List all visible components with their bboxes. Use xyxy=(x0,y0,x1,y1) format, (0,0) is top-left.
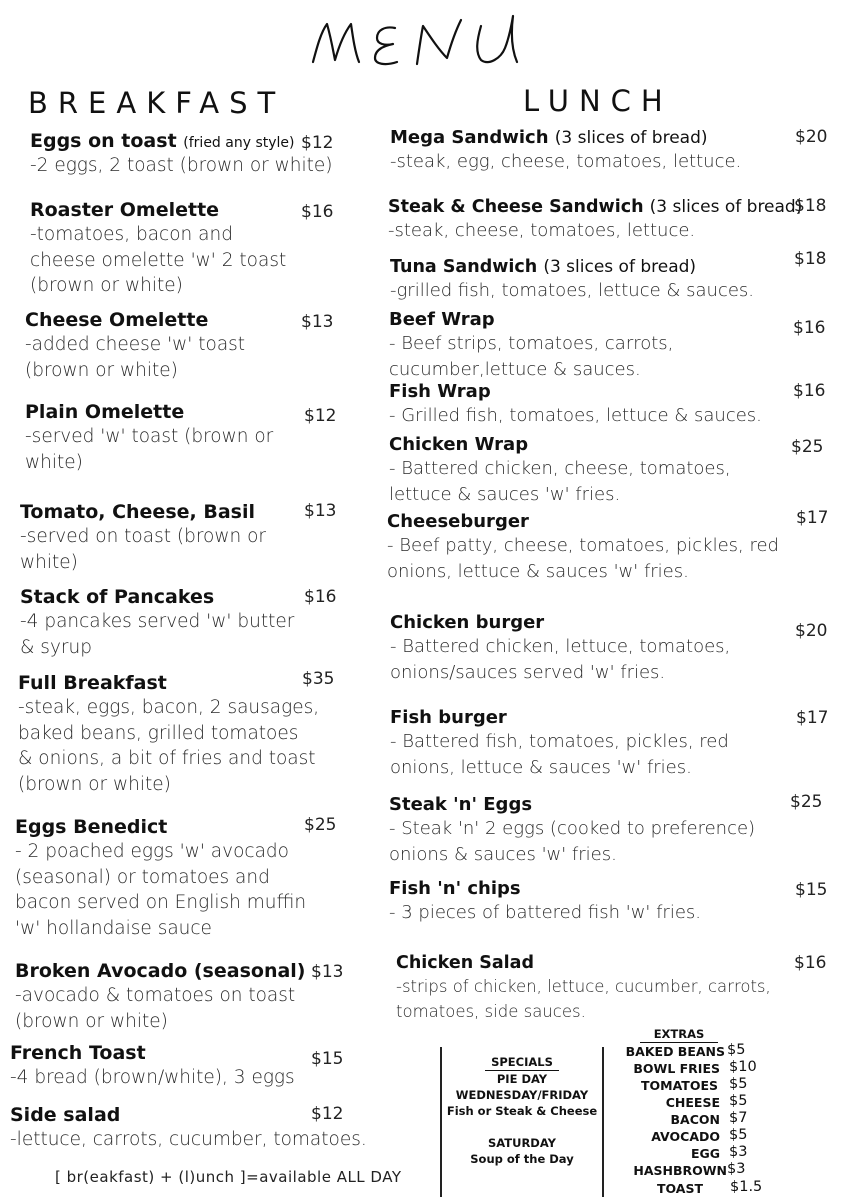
breakfast-item xyxy=(15,960,305,1034)
extras-price: $5 xyxy=(729,1076,748,1092)
extras-price: $3 xyxy=(727,1161,746,1177)
item-desc: -steak, egg, cheese, tomatoes, lettuce. xyxy=(390,151,742,172)
extras-price: $10 xyxy=(729,1059,757,1075)
item-price: $12 xyxy=(311,1104,344,1124)
lunch-heading: LUNCH xyxy=(523,84,673,118)
item-name: French Toast xyxy=(10,1042,146,1064)
breakfast-item xyxy=(25,401,273,475)
extras-price: $5 xyxy=(727,1042,746,1058)
extras-price: $3 xyxy=(729,1144,748,1160)
item-desc: -2 eggs, 2 toast (brown or white) xyxy=(30,155,333,176)
item-desc: - 3 pieces of battered fish 'w' fries. xyxy=(389,902,702,923)
item-price: $25 xyxy=(790,792,823,812)
lunch-item xyxy=(387,511,779,584)
extras-price: $7 xyxy=(729,1110,748,1126)
item-desc: -served on toast (brown or white) xyxy=(20,526,267,573)
item-name: Chicken burger xyxy=(390,612,545,633)
extras-item: BACON xyxy=(670,1112,720,1127)
item-note: (fried any style) xyxy=(183,135,295,151)
extras-price: $5 xyxy=(729,1093,748,1109)
item-price: $18 xyxy=(794,249,827,269)
item-desc: -grilled fish, tomatoes, lettuce & sauces. xyxy=(390,280,755,301)
item-desc: - Grilled fish, tomatoes, lettuce & sauces. xyxy=(389,405,762,426)
specials-line: Soup of the Day xyxy=(470,1152,574,1166)
item-price: $25 xyxy=(304,815,337,835)
item-desc: - Beef patty, cheese, tomatoes, pickles, red onions, lettuce & sauces 'w' fries. xyxy=(387,535,779,582)
extras-item: HASHBROWN xyxy=(633,1163,727,1178)
lunch-item xyxy=(390,612,730,685)
item-note: (3 slices of bread) xyxy=(554,128,708,148)
breakfast-item xyxy=(15,816,306,941)
item-desc: - Battered chicken, cheese, tomatoes, lettuce & sauces 'w' fries. xyxy=(389,458,731,505)
breakfast-item xyxy=(20,586,294,660)
item-desc: -avocado & tomatoes on toast (brown or white) xyxy=(15,985,296,1032)
item-name: Tomato, Cheese, Basil xyxy=(20,501,255,523)
item-note: (3 slices of bread) xyxy=(649,197,803,217)
item-name: Cheese Omelette xyxy=(25,309,209,331)
divider-line xyxy=(440,1047,442,1197)
extras-item: EGG xyxy=(690,1146,720,1161)
extras-item: BOWL FRIES xyxy=(633,1061,720,1076)
breakfast-item xyxy=(10,1042,295,1091)
extras-item: TOMATOES xyxy=(641,1078,718,1093)
extras-item: CHEESE xyxy=(665,1095,720,1110)
item-name: Stack of Pancakes xyxy=(20,586,215,608)
item-desc: - Battered fish, tomatoes, pickles, red onions, lettuce & sauces 'w' fries. xyxy=(390,731,729,778)
item-price: $18 xyxy=(794,196,827,216)
menu-title-lettering xyxy=(305,2,545,82)
breakfast-heading: BREAKFAST xyxy=(28,86,286,120)
item-price: $12 xyxy=(304,406,337,426)
item-price: $16 xyxy=(793,318,826,338)
item-name: Side salad xyxy=(10,1104,121,1126)
lunch-item xyxy=(389,309,673,382)
item-price: $16 xyxy=(301,202,334,222)
specials-box xyxy=(444,1054,600,1167)
item-price: $13 xyxy=(301,312,334,332)
item-name: Mega Sandwich (3 slices of bread) xyxy=(390,127,708,148)
item-name: Chicken Wrap xyxy=(389,434,529,455)
item-name: Steak 'n' Eggs xyxy=(389,794,533,815)
availability-note: [ br(eakfast) + (l)unch ]=available ALL DAY xyxy=(55,1168,402,1186)
item-price: $17 xyxy=(796,508,829,528)
lunch-item xyxy=(390,707,729,780)
item-name: Tuna Sandwich (3 slices of bread) xyxy=(390,257,697,277)
item-desc: -steak, cheese, tomatoes, lettuce. xyxy=(388,220,696,241)
item-price: $12 xyxy=(301,133,334,153)
item-desc: - Steak 'n' 2 eggs (cooked to preference) onions & sauces 'w' fries. xyxy=(389,818,756,865)
lunch-item xyxy=(389,434,731,507)
extras-item: AVOCADO xyxy=(651,1129,720,1144)
item-price: $13 xyxy=(304,501,337,521)
item-price: $20 xyxy=(795,127,828,147)
divider-line xyxy=(602,1047,604,1197)
breakfast-item xyxy=(18,672,319,797)
extras-price: $5 xyxy=(729,1127,748,1143)
item-desc: -4 bread (brown/white), 3 eggs xyxy=(10,1067,295,1088)
breakfast-item xyxy=(25,309,245,383)
breakfast-item xyxy=(30,199,286,299)
item-name: Cheeseburger xyxy=(387,511,529,532)
lunch-item xyxy=(389,878,701,926)
extras-item: TOAST xyxy=(656,1181,703,1196)
item-desc: - Beef strips, tomatoes, carrots, cucumber,lettuce & sauces. xyxy=(389,333,674,380)
extras-item: BAKED BEANS xyxy=(625,1044,725,1059)
extras-heading-wrap xyxy=(630,1026,728,1043)
item-price: $15 xyxy=(311,1049,344,1069)
item-name: Beef Wrap xyxy=(389,309,495,330)
lunch-item xyxy=(390,257,754,304)
item-price: $16 xyxy=(793,381,826,401)
extras-heading: EXTRAS xyxy=(640,1026,719,1043)
extras-price: $1.5 xyxy=(730,1179,763,1195)
lunch-item xyxy=(388,197,802,244)
item-name: Fish 'n' chips xyxy=(389,878,521,899)
specials-line: PIE DAY xyxy=(496,1072,548,1086)
menu-title xyxy=(0,2,849,82)
item-price: $16 xyxy=(794,953,827,973)
item-name: Plain Omelette xyxy=(25,401,185,423)
breakfast-item xyxy=(20,501,266,575)
lunch-item xyxy=(390,127,741,175)
item-name: Eggs on toast (fried any style) xyxy=(30,130,295,152)
item-name: Fish Wrap xyxy=(389,381,491,402)
item-desc: -4 pancakes served 'w' butter & syrup xyxy=(20,611,295,658)
item-name: Steak & Cheese Sandwich (3 slices of bread) xyxy=(388,197,803,217)
lunch-item xyxy=(396,953,771,1024)
item-name: Chicken Salad xyxy=(396,953,535,973)
item-desc: -served 'w' toast (brown or white) xyxy=(25,426,274,473)
item-name: Eggs Benedict xyxy=(15,816,168,838)
item-name: Fish burger xyxy=(390,707,507,728)
item-name: Roaster Omelette xyxy=(30,199,220,221)
item-price: $17 xyxy=(796,708,829,728)
specials-heading: SPECIALS xyxy=(485,1054,559,1071)
item-desc: -strips of chicken, lettuce, cucumber, carrots, tomatoes, side sauces. xyxy=(396,977,771,1021)
item-price: $20 xyxy=(795,621,828,641)
item-desc: -tomatoes, bacon and cheese omelette 'w' 2 toast (brown or white) xyxy=(30,224,287,296)
item-price: $25 xyxy=(791,437,824,457)
breakfast-item xyxy=(30,130,333,179)
specials-line: WEDNESDAY/FRIDAY xyxy=(455,1088,589,1102)
item-desc: - 2 poached eggs 'w' avocado (seasonal) or tomatoes and bacon served on English muffin 'w' hollandaise sauce xyxy=(15,841,307,939)
item-price: $13 xyxy=(311,962,344,982)
item-desc: - Battered chicken, lettuce, tomatoes, onions/sauces served 'w' fries. xyxy=(390,636,731,683)
item-name: Full Breakfast xyxy=(18,672,167,694)
specials-spacer xyxy=(444,1119,600,1135)
specials-line: SATURDAY xyxy=(487,1136,556,1150)
item-name: Broken Avocado (seasonal) xyxy=(15,960,306,982)
lunch-item xyxy=(389,794,755,867)
item-desc: -added cheese 'w' toast (brown or white) xyxy=(25,334,246,381)
item-price: $16 xyxy=(304,587,337,607)
item-desc: -lettuce, carrots, cucumber, tomatoes. xyxy=(10,1129,367,1150)
item-price: $15 xyxy=(795,880,828,900)
item-note: (3 slices of bread) xyxy=(543,257,697,277)
item-price: $35 xyxy=(302,669,335,689)
item-desc: -steak, eggs, bacon, 2 sausages, baked beans, grilled tomatoes & onions, a bit of fries and toast (brown or white) xyxy=(18,697,320,795)
specials-line: Fish or Steak & Cheese xyxy=(446,1104,598,1118)
lunch-item xyxy=(389,381,762,429)
